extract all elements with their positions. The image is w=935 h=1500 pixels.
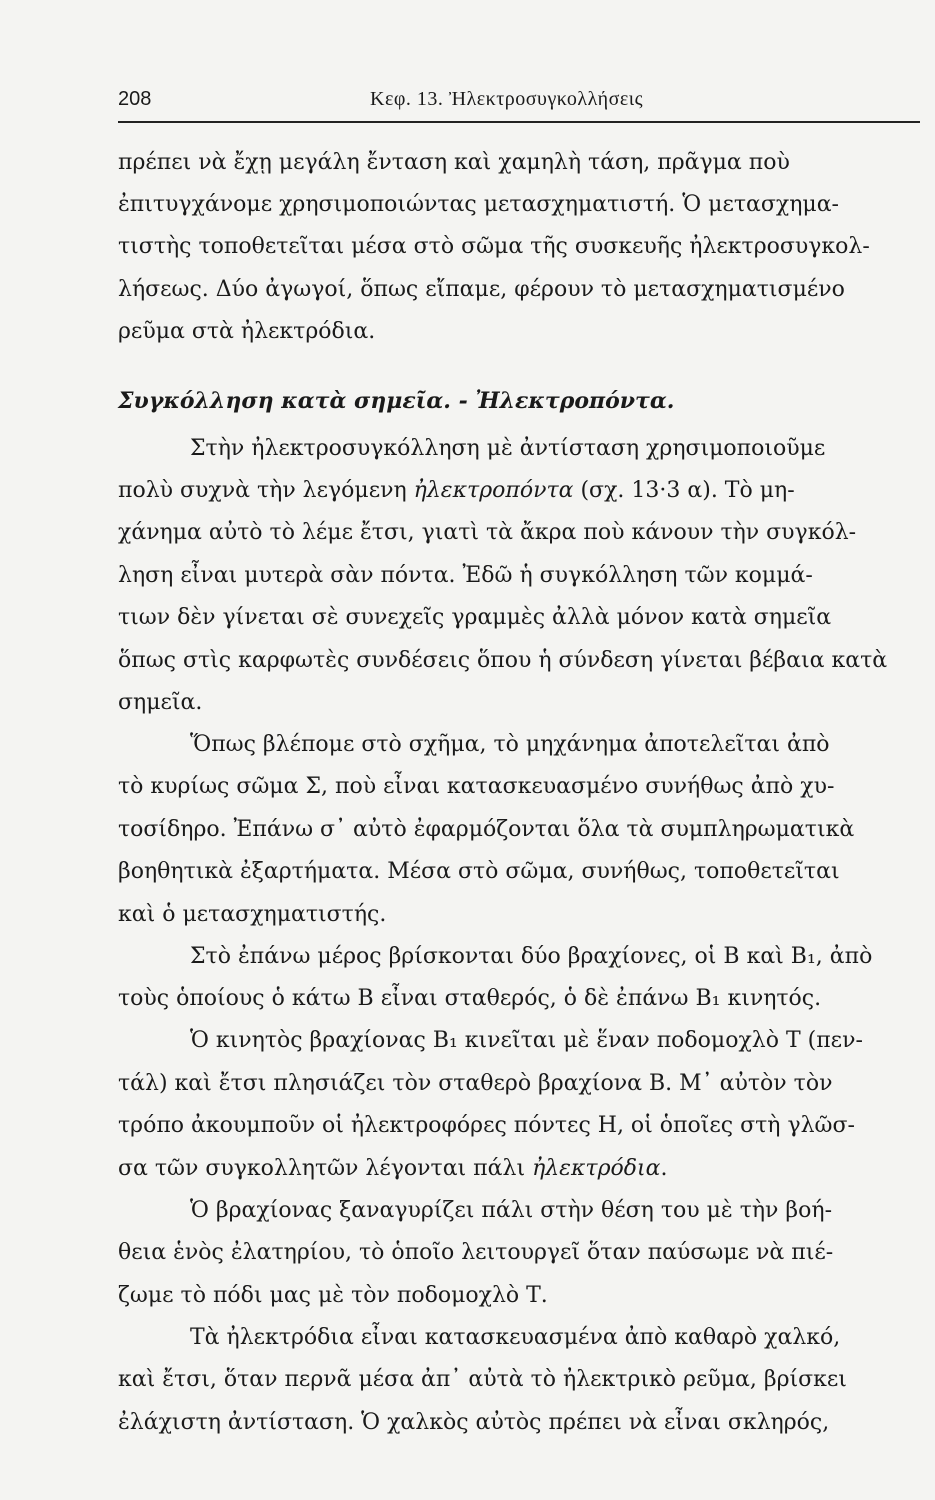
text-line: τρόπο ἀκουμποῦν οἱ ἠλεκτροφόρες πόντες Η, οἱ ὁποῖες στὴ γλῶσ- bbox=[118, 1113, 855, 1138]
text-run: πολὺ συχνὰ τὴν λεγόμενη bbox=[118, 478, 414, 503]
text-line: ρεῦμα στὰ ἠλεκτρόδια. bbox=[118, 319, 376, 344]
page-number: 208 bbox=[118, 88, 152, 110]
text-line: ληση εἶναι μυτερὰ σὰν πόντα. Ἐδῶ ἡ συγκόλληση τῶν κομμά- bbox=[118, 563, 813, 588]
running-head: Κεφ. 13. Ἠλεκτροσυγκολλήσεις bbox=[370, 88, 644, 110]
text-line: βοηθητικὰ ἐξαρτήματα. Μέσα στὸ σῶμα, συνήθως, τοποθετεῖται bbox=[118, 859, 840, 884]
text-line: θεια ἑνὸς ἐλατηρίου, τὸ ὁποῖο λειτουργεῖ ὅταν παύσωμε νὰ πιέ- bbox=[118, 1240, 834, 1265]
text-line: Στὸ ἐπάνω μέρος βρίσκονται δύο βραχίονες, οἱ Β καὶ Β₁, ἀπὸ bbox=[190, 944, 873, 969]
italic-term: ἠλεκτροπόντα bbox=[413, 478, 574, 503]
text-line: Ὅπως βλέπομε στὸ σχῆμα, τὸ μηχάνημα ἀποτελεῖται ἀπὸ bbox=[190, 732, 830, 757]
text-line: λήσεως. Δύο ἀγωγοί, ὅπως εἴπαμε, φέρουν τὸ μετασχηματισμένο bbox=[118, 277, 845, 302]
text-line: τιστὴς τοποθετεῖται μέσα στὸ σῶμα τῆς συσκευῆς ἠλεκτροσυγκολ- bbox=[118, 234, 870, 259]
text-line: τιων δὲν γίνεται σὲ συνεχεῖς γραμμὲς ἀλλὰ μόνον κατὰ σημεῖα bbox=[118, 605, 832, 630]
text-line: χάνημα αὐτὸ τὸ λέμε ἔτσι, γιατὶ τὰ ἄκρα ποὺ κάνουν τὴν συγκόλ- bbox=[118, 520, 857, 545]
page-header bbox=[118, 88, 920, 120]
text-line: σημεῖα. bbox=[118, 690, 203, 715]
text-line: ἐλάχιστη ἀντίσταση. Ὁ χαλκὸς αὐτὸς πρέπει νὰ εἶναι σκληρός, bbox=[118, 1410, 830, 1435]
text-line: τάλ) καὶ ἔτσι πλησιάζει τὸν σταθερὸ βραχίονα Β. Μ᾽ αὐτὸν τὸν bbox=[118, 1071, 833, 1096]
header-rule bbox=[118, 121, 920, 123]
text-line: Τὰ ἠλεκτρόδια εἶναι κατασκευασμένα ἀπὸ καθαρὸ χαλκό, bbox=[190, 1325, 841, 1350]
text-run: . bbox=[660, 1156, 668, 1181]
text-line: ἐπιτυγχάνομε χρησιμοποιώντας μετασχηματιστή. Ὁ μετασχημα- bbox=[118, 192, 839, 217]
text-run: σα τῶν συγκολλητῶν λέγονται πάλι bbox=[118, 1156, 533, 1181]
text-line bbox=[118, 476, 795, 506]
text-line: Ὁ βραχίονας ξαναγυρίζει πάλι στὴν θέση του μὲ τὴν βοή- bbox=[190, 1198, 833, 1223]
text-line: τοσίδηρο. Ἐπάνω σ᾽ αὐτὸ ἐφαρμόζονται ὅλα τὰ συμπληρωματικὰ bbox=[118, 817, 855, 842]
text-line bbox=[118, 1154, 668, 1184]
text-line: τὸ κυρίως σῶμα Σ, ποὺ εἶναι κατασκευασμένο συνήθως ἀπὸ χυ- bbox=[118, 774, 835, 799]
section-heading: Συγκόλληση κατὰ σημεῖα. - Ἠλεκτροπόντα. bbox=[118, 388, 675, 414]
italic-term: ἠλεκτρόδια bbox=[532, 1156, 661, 1181]
text-line: καὶ ἔτσι, ὅταν περνᾶ μέσα ἀπ᾽ αὐτὰ τὸ ἠλεκτρικὸ ρεῦμα, βρίσκει bbox=[118, 1367, 847, 1392]
text-line: Στὴν ἠλεκτροσυγκόλληση μὲ ἀντίσταση χρησιμοποιοῦμε bbox=[190, 436, 826, 461]
text-run: (σχ. 13·3 α). Τὸ μη- bbox=[573, 478, 795, 503]
text-line: Ὁ κινητὸς βραχίονας Β₁ κινεῖται μὲ ἕναν ποδομοχλὸ Τ (πεν- bbox=[190, 1028, 863, 1053]
text-line: ζωμε τὸ πόδι μας μὲ τὸν ποδομοχλὸ Τ. bbox=[118, 1283, 548, 1308]
text-line: καὶ ὁ μετασχηματιστής. bbox=[118, 902, 387, 927]
text-line: τοὺς ὁποίους ὁ κάτω Β εἶναι σταθερός, ὁ δὲ ἐπάνω Β₁ κινητός. bbox=[118, 986, 822, 1011]
text-line: πρέπει νὰ ἔχῃ μεγάλη ἔνταση καὶ χαμηλὴ τάση, πρᾶγμα ποὺ bbox=[118, 150, 790, 175]
text-line: ὅπως στὶς καρφωτὲς συνδέσεις ὅπου ἡ σύνδεση γίνεται βέβαια κατὰ bbox=[118, 648, 888, 673]
